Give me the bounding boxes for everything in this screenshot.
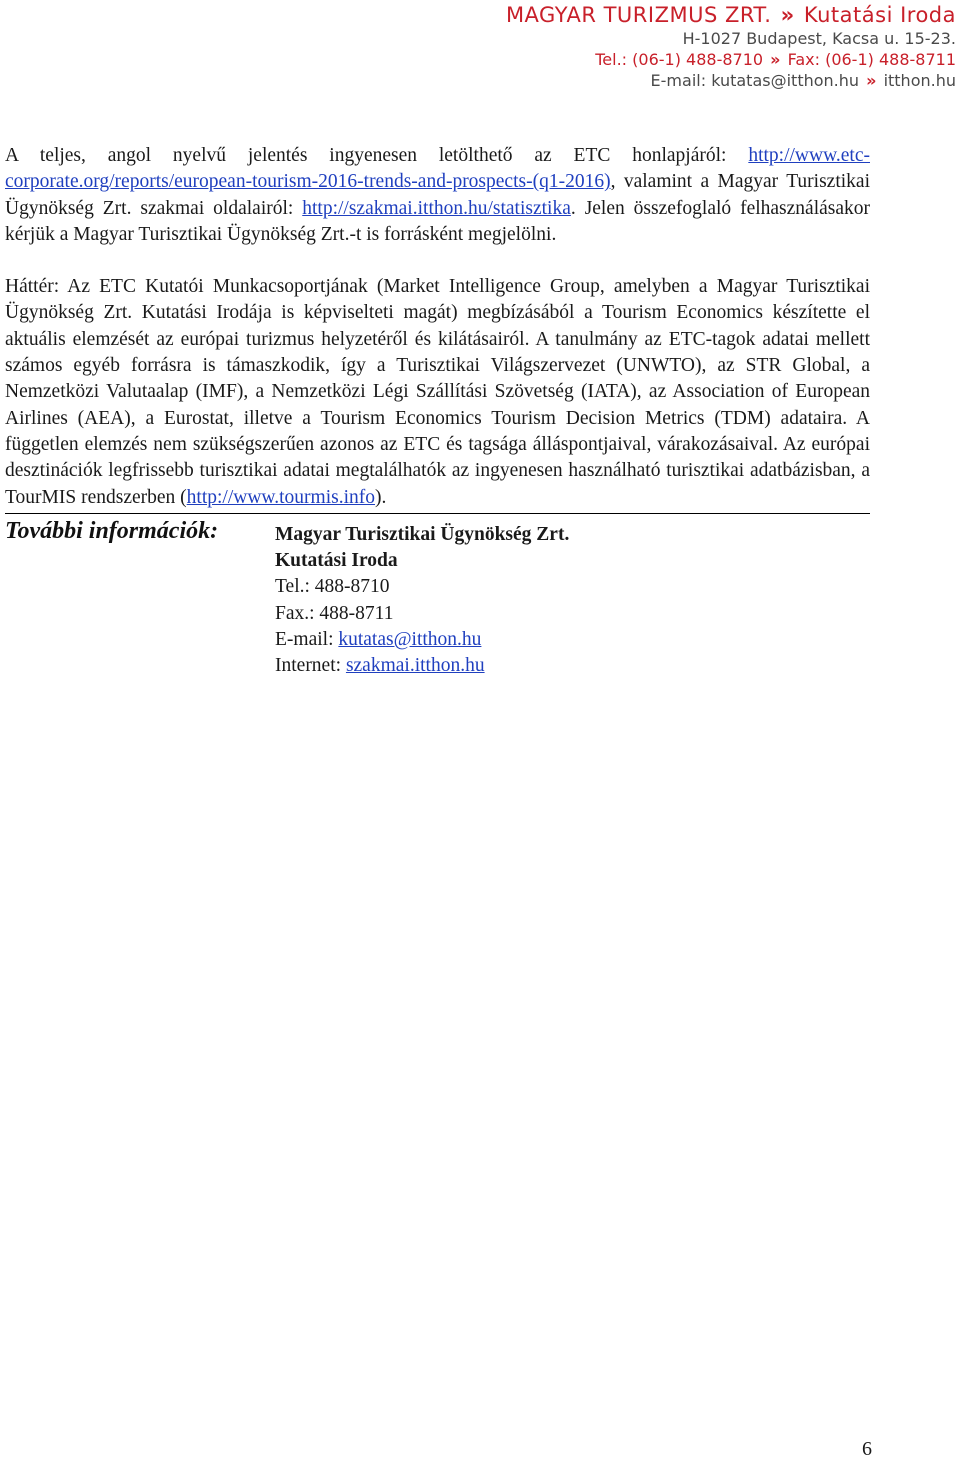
contact-email-link[interactable]: kutatas@itthon.hu (338, 629, 482, 651)
contact-email-row (275, 627, 569, 653)
contact-dept: Kutatási Iroda (275, 550, 398, 572)
document-body (5, 143, 870, 677)
paragraph-text: , valamint a Magyar Turisztikai Ügynökség Zrt. szakmai oldalairól: (5, 171, 870, 219)
company-name: MAGYAR TURIZMUS ZRT. (505, 3, 772, 27)
tourmis-link[interactable]: http://www.tourmis.info (186, 486, 375, 508)
statistics-link[interactable]: http://szakmai.itthon.hu/statisztika (302, 197, 571, 219)
separator-icon: » (770, 50, 781, 69)
letterhead-tel: Tel.: (06-1) 488-8710 (595, 50, 764, 69)
paragraph-text: . Jelen összefoglaló felhasználásakor kérjük a Magyar Turisztikai Ügynökség Zrt.-t is forrásként megjelölni. (5, 197, 870, 245)
letterhead-address: H-1027 Budapest, Kacsa u. 15-23. (682, 29, 956, 48)
letterhead-email-web (496, 70, 956, 91)
more-info-section (5, 513, 870, 677)
more-info-heading: További információk: (5, 517, 219, 544)
department-name: Kutatási Iroda (803, 3, 956, 27)
contact-internet-label: Internet: (275, 655, 346, 677)
letterhead-fax: Fax: (06-1) 488-8711 (787, 50, 956, 69)
separator-icon: » (866, 71, 877, 90)
contact-email-label: E-mail: (275, 629, 339, 651)
paragraph-text: ). (375, 486, 387, 508)
letterhead-web: itthon.hu (883, 71, 956, 90)
separator-icon: » (780, 3, 795, 27)
etc-report-link[interactable]: http://www.etc-corporate.org/reports/european-tourism-2016-trends-and-prospects-(q1-2016) (5, 145, 870, 193)
letterhead (496, 2, 956, 91)
page-number: 6 (862, 1438, 872, 1460)
background-paragraph (5, 274, 870, 511)
contact-fax: Fax.: 488-8711 (275, 602, 394, 624)
contact-block (275, 522, 569, 680)
letterhead-phone-fax (496, 49, 956, 70)
letterhead-email: E-mail: kutatas@itthon.hu (650, 71, 860, 90)
download-paragraph (5, 143, 870, 248)
contact-tel: Tel.: 488-8710 (275, 576, 390, 598)
contact-org: Magyar Turisztikai Ügynökség Zrt. (275, 523, 570, 545)
paragraph-text: A teljes, angol nyelvű jelentés ingyenesen letölthető az ETC honlapjáról: (5, 145, 749, 166)
letterhead-title (496, 2, 956, 28)
contact-internet-row (275, 653, 569, 679)
contact-internet-link[interactable]: szakmai.itthon.hu (345, 655, 485, 677)
paragraph-text: Háttér: Az ETC Kutatói Munkacsoportjának (Market Intelligence Group, amelyben a Magyar Turisztikai Ügynökség Zrt. Kutatási Irodája is képviselteti magát) megbízásából a Tourism Economics készítette el aktuális elemzését az európai turizmus helyzetéről és kilátásairól. A tanulmány az ETC-tagok adatai mellett számos egyéb forrásra is támaszkodik, így a Turisztikai Világszervezet (UNWTO), az STR Global, a Nemzetközi Valutaalap (IMF), a Nemzetközi Légi Szállítási Szövetség (IATA), az Association of European Airlines (AEA), a Eurostat, illetve a Tourism Economics Tourism Decision Metrics (TDM) adataira. A független elemzés nem szükségszerűen azonos az ETC és tagsága álláspontjaival, várakozásaival. Az európai desztinációk legfrissebb turisztikai adatai megtalálhatók az ingyenesen használható turisztikai adatbázisban, a TourMIS rendszerben ( (5, 276, 870, 508)
